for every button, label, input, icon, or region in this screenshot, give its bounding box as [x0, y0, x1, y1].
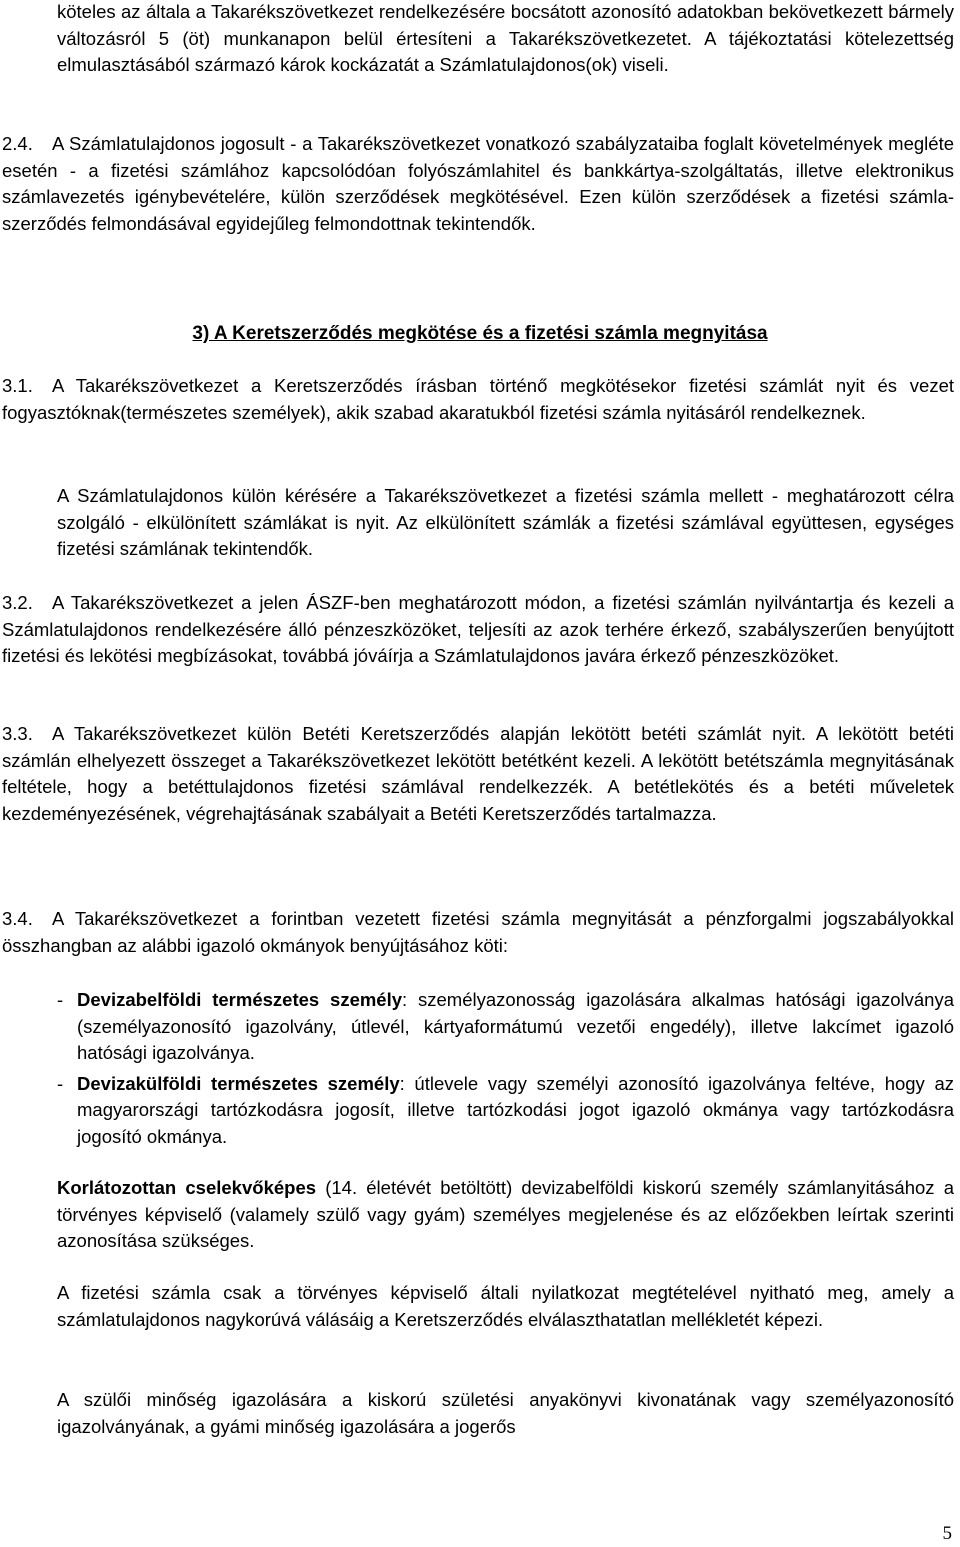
section-3-title: 3) A Keretszerződés megkötése és a fizetési számla megnyitása	[192, 323, 768, 344]
paragraph-text: A Takarékszövetkezet külön Betéti Keretszerződés alapján lekötött betéti számlát nyit. A lekötött betéti számlán elhelyezett összeget a Takarékszövetkezet lekötött betétként kezeli. A lekötött betétszámla megnyitásának feltétele, hogy a betéttulajdonos fizetési számlával rendelkezzék. A betétlekötés és a betéti műveletek kezdeményezésének, végrehajtásának szabályait a Betéti Keretszerződés tartalmazza.	[2, 723, 954, 824]
paragraph-3-1-separate-accounts: A Számlatulajdonos külön kérésére a Takarékszövetkezet a fizetési számla mellett - meghatározott célra szolgáló - elkülönített számlákat is nyit. Az elkülönített számlák a fizetési számlával együttesen, egységes fizetési számlának tekintendők.	[57, 485, 954, 559]
page-number: 5	[942, 1523, 952, 1544]
list-item	[57, 1071, 954, 1151]
paragraph-number: 3.4.	[2, 908, 33, 929]
paragraph-3-1	[2, 373, 954, 426]
paragraph-number: 3.1.	[2, 375, 33, 396]
paragraph-text: A Takarékszövetkezet a Keretszerződés írásban történő megkötésekor fizetési számlát nyit és vezet fogyasztóknak(természetes személyek), akik szabad akaratukból fizetési számla nyitásáról rendelkeznek.	[2, 375, 954, 423]
list-item-text: : személyazonosság igazolására alkalmas hatósági igazolványa (személyazonosító igazolvány, útlevél, kártyaformátumú vezetői engedély), illetve lakcímet igazoló hatósági igazolványa.	[77, 989, 954, 1063]
paragraph-3-4	[2, 906, 954, 959]
paragraph-3-3	[2, 721, 954, 827]
paragraph-number: 3.3.	[2, 723, 33, 744]
paragraph-text: A Számlatulajdonos jogosult - a Takarékszövetkezet vonatkozó szabályzataiba foglalt követelmények megléte esetén - a fizetési számlához kapcsolódóan folyószámlahitel és bankkártya-szolgáltatás, illetve elektronikus számlavezetés igénybevételére, külön szerződések megkötésével. Ezen külön szerződések a fizetési számla-szerződés felmondásával egyidejűleg felmondottnak tekintendők.	[2, 133, 954, 234]
paragraph-number: 2.4.	[2, 133, 33, 154]
paragraph-number: 3.2.	[2, 592, 33, 613]
bold-term: Korlátozottan cselekvőképes	[57, 1177, 317, 1198]
paragraph-text: A Takarékszövetkezet a forintban vezetett fizetési számla megnyitását a pénzforgalmi jogszabályokkal összhangban az alábbi igazoló okmányok benyújtásához köti:	[2, 908, 954, 956]
paragraph-limited-capacity	[57, 1175, 954, 1255]
list-item-text: : útlevele vagy személyi azonosító igazolványa feltéve, hogy az magyarországi tartózkodásra jogosít, illetve tartózkodási jogot igazoló okmánya vagy tartózkodásra jogosító okmánya.	[77, 1072, 954, 1147]
paragraph-2-4	[2, 131, 954, 237]
paragraph-text: A Takarékszövetkezet a jelen ÁSZF-ben meghatározott módon, a fizetési számlán nyilvántartja és kezeli a Számlatulajdonos rendelkezésére álló pénzeszközöket, teljesíti az azok terhére érkező, szabályszerűen benyújtott fizetési és lekötési megbízásokat, továbbá jóváírja a Számlatulajdonos javára érkező pénzeszközöket.	[2, 592, 954, 666]
paragraph-3-2	[2, 590, 954, 670]
paragraph-text: (14. életévét betöltött) devizabelföldi kiskorú személy számlanyitásához a törvényes képviselő (valamely szülő vagy gyám) személyes megjelenése és az előzőekben leírtak szerinti azonosítása szükséges.	[57, 1177, 954, 1251]
list-dash: -	[57, 989, 64, 1010]
list-item-term: Devizakülföldi természetes személy	[77, 1072, 400, 1094]
paragraph-notification-duty: köteles az általa a Takarékszövetkezet rendelkezésére bocsátott azonosító adatokban bekövetkezett bármely változásról 5 (öt) munkanapon belül értesíteni a Takarékszövetkezetet. A tájékoztatási kötelezettség elmulasztásából származó károk kockázatát a Számlatulajdonos(ok) viseli.	[57, 1, 954, 75]
list-item	[57, 987, 954, 1067]
paragraph-parental-proof: A szülői minőség igazolására a kiskorú születési anyakönyvi kivonatának vagy személyazonosító igazolványának, a gyámi minőség igazolására a jogerős	[57, 1389, 954, 1437]
paragraph-legal-representative: A fizetési számla csak a törvényes képviselő általi nyilatkozat megtételével nyitható meg, amely a számlatulajdonos nagykorúvá válásáig a Keretszerződés elválaszthatatlan mellékletét képezi.	[57, 1282, 954, 1330]
list-item-term: Devizabelföldi természetes személy	[77, 989, 403, 1010]
document-requirements-list	[57, 987, 954, 1150]
list-dash: -	[57, 1072, 64, 1094]
